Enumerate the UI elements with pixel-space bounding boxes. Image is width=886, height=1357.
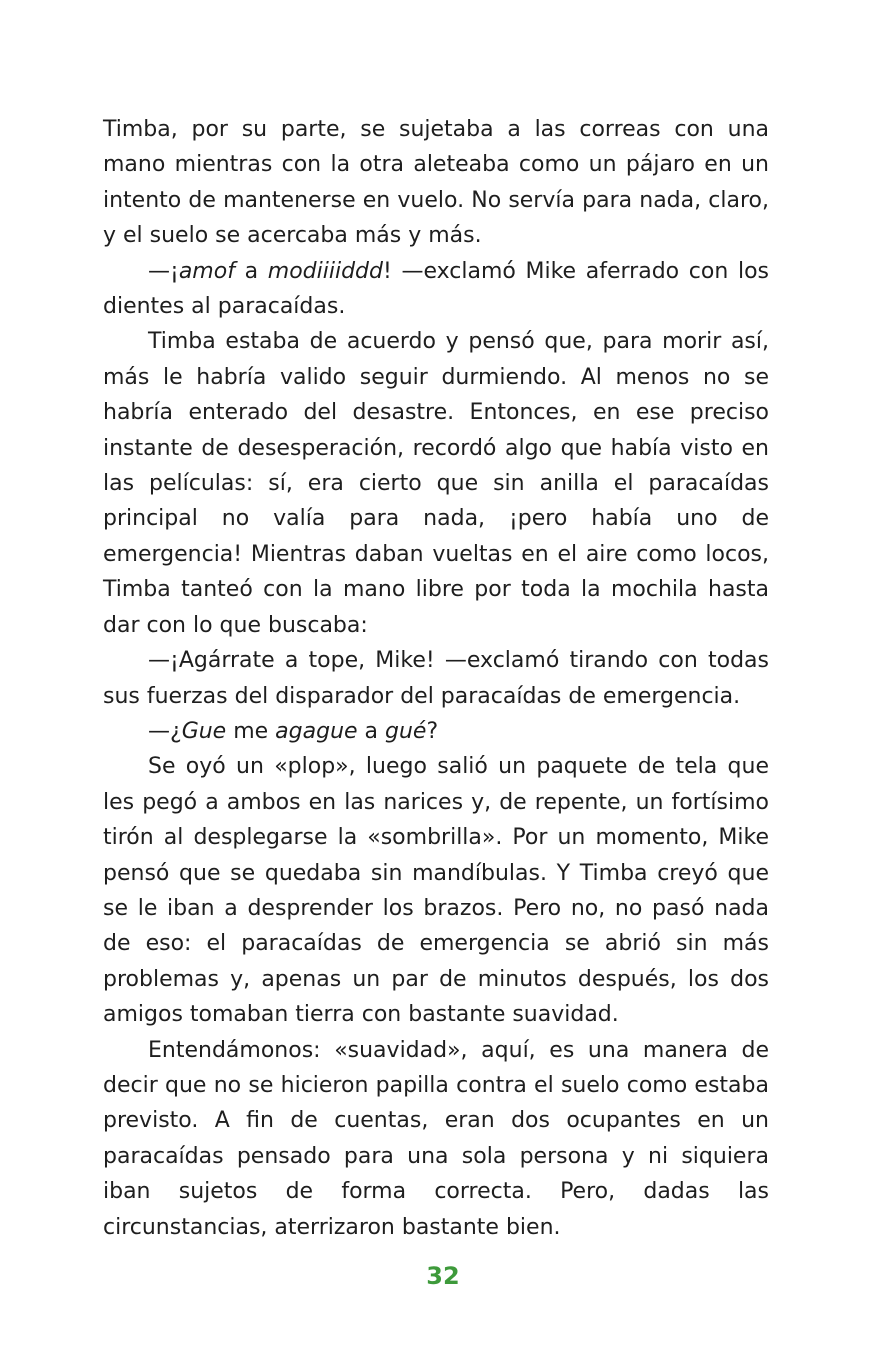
- text-segment: ?: [426, 718, 439, 744]
- italic-segment: gué: [385, 718, 427, 744]
- italic-segment: amof: [178, 258, 235, 284]
- text-segment: ! —exclamó Mike aferrado con los dientes al paracaídas.: [103, 258, 770, 320]
- text-segment: —¡: [148, 258, 179, 284]
- text-segment: Se oyó un «plop», luego salió un paquete de tela que les pegó a ambos en las narices y, de repente, un fortísimo tirón al desplegarse la «sombrilla». Por un momento, Mike pensó que se quedaba sin mandíbulas. Y Timba creyó que se le iban a desprender los brazos. Pero no, no pasó nada de eso: el paracaídas de emergencia se abrió sin más problemas y, apenas un par de minutos después, los dos amigos tomaban tierra con bastante suavidad.: [103, 754, 769, 1028]
- italic-segment: modiiiiddd: [267, 258, 383, 284]
- text-segment: —¡Agárrate a tope, Mike! —exclamó tirando con todas sus fuerzas del disparador del paracaídas de emergencia.: [103, 648, 769, 709]
- body-text: [103, 112, 769, 1245]
- text-segment: Timba estaba de acuerdo y pensó que, para morir así, más le habría valido seguir durmiendo. Al menos no se habría enterado del desastre. Entonces, en ese preciso instante de desesperación, recordó algo que había visto en las películas: sí, era cierto que sin anilla el paracaídas principal no valía para nada, ¡pero había uno de emergencia! Mientras daban vueltas en el aire como locos, Timba tanteó con la mano libre por toda la mochila hasta dar con lo que buscaba:: [103, 329, 769, 638]
- italic-segment: Gue: [181, 718, 227, 744]
- text-segment: Timba, por su parte, se sujetaba a las correas con una mano mientras con la otra aleteaba como un pájaro en un intento de mantenerse en vuelo. No servía para nada, claro, y el suelo se acercaba más y más.: [103, 117, 769, 249]
- italic-segment: agague: [275, 718, 358, 744]
- paragraph-4: [103, 643, 769, 714]
- paragraph-2: [103, 254, 769, 325]
- text-segment: Entendámonos: «suavidad», aquí, es una manera de decir que no se hicieron papilla contra el suelo como estaba previsto. A fin de cuentas, eran dos ocupantes en un paracaídas pensado para una sola persona y ni siquiera iban sujetos de forma correcta. Pero, dadas las circunstancias, aterrizaron bastante bien.: [103, 1037, 769, 1240]
- text-segment: a: [357, 718, 386, 744]
- paragraph-3: [103, 324, 769, 643]
- paragraph-5: [103, 714, 769, 749]
- paragraph-6: [103, 749, 769, 1032]
- text-segment: a: [234, 258, 268, 284]
- paragraph-1: [103, 112, 769, 254]
- text-segment: —¿: [148, 718, 182, 744]
- text-segment: me: [226, 718, 276, 744]
- page-number: 32: [426, 1262, 460, 1290]
- paragraph-7: [103, 1033, 769, 1245]
